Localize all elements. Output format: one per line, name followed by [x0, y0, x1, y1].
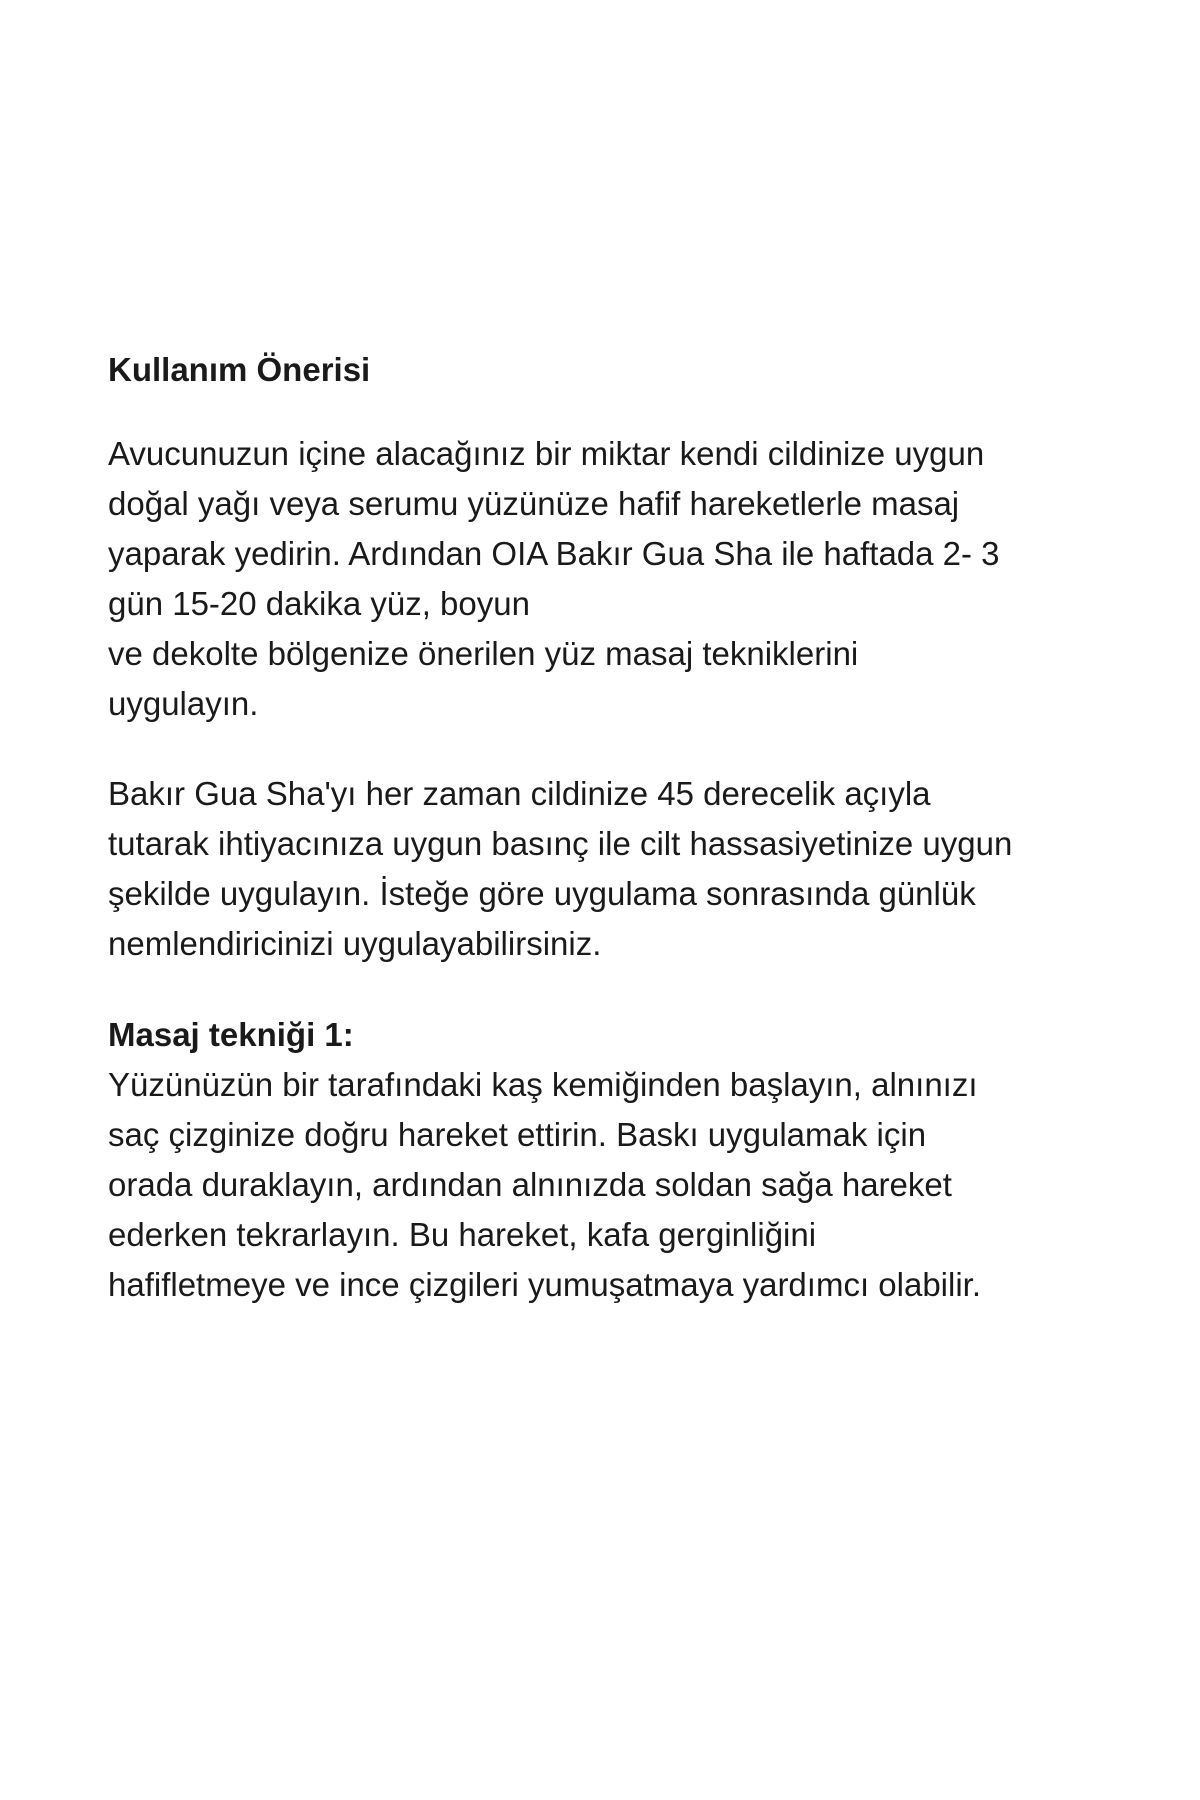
- document-title: Kullanım Önerisi: [108, 351, 371, 388]
- paragraph-technique-1: [108, 1060, 1118, 1310]
- paragraph-angle-guidance: [108, 769, 1118, 969]
- paragraph-line: uygulayın.: [108, 685, 259, 722]
- paragraph-line: tutarak ihtiyacınıza uygun basınç ile cilt hassasiyetinize uygun: [108, 825, 1013, 862]
- paragraph-application: [108, 429, 1118, 729]
- paragraph-line: ve dekolte bölgenize önerilen yüz masaj tekniklerini: [108, 635, 859, 672]
- paragraph-line: gün 15-20 dakika yüz, boyun: [108, 585, 530, 622]
- spacer: [108, 395, 1118, 429]
- paragraph-line: ederken tekrarlayın. Bu hareket, kafa gerginliğini: [108, 1216, 817, 1253]
- paragraph-line: yaparak yedirin. Ardından OIA Bakır Gua Sha ile haftada 2- 3: [108, 535, 1000, 572]
- paragraph-line: Bakır Gua Sha'yı her zaman cildinize 45 derecelik açıyla: [108, 775, 931, 812]
- paragraph-line: orada duraklayın, ardından alnınızda soldan sağa hareket: [108, 1166, 952, 1203]
- paragraph-line: şekilde uygulayın. İsteğe göre uygulama sonrasında günlük: [108, 875, 976, 912]
- section-heading: Masaj tekniği 1:: [108, 1016, 354, 1053]
- paragraph-line: doğal yağı veya serumu yüzünüze hafif hareketlerle masaj: [108, 485, 960, 522]
- paragraph-line: Yüzünüzün bir tarafındaki kaş kemiğinden başlayın, alnınızı: [108, 1066, 978, 1103]
- paragraph-line: saç çizginize doğru hareket ettirin. Baskı uygulamak için: [108, 1116, 927, 1153]
- paragraph-line: hafifletmeye ve ince çizgileri yumuşatmaya yardımcı olabilir.: [108, 1266, 982, 1303]
- usage-document: [108, 345, 1118, 1310]
- spacer: [108, 729, 1118, 769]
- paragraph-line: nemlendiricinizi uygulayabilirsiniz.: [108, 925, 602, 962]
- spacer: [108, 969, 1118, 1010]
- paragraph-line: Avucunuzun içine alacağınız bir miktar kendi cildinize uygun: [108, 435, 985, 472]
